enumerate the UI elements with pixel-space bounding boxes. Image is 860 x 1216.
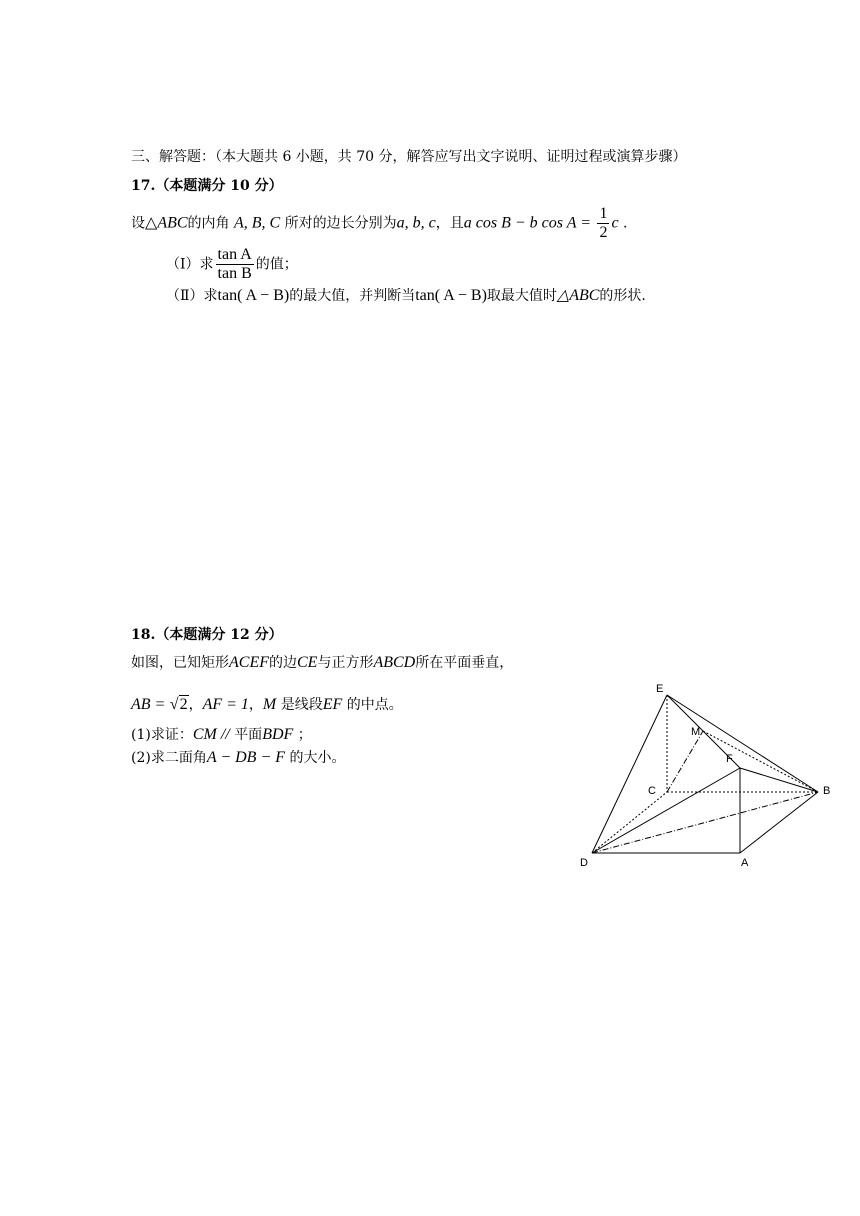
section-header: 三、解答题：（本大题共 6 小题，共 70 分，解答应写出文字说明、证明过程或演算步骤）	[131, 149, 687, 165]
q17-stem	[131, 205, 627, 242]
q18-p2-expr: A − DB − F	[206, 749, 286, 766]
q18-line2-d: 的中点。	[346, 697, 403, 713]
q17-part2-end: 的形状.	[599, 288, 646, 304]
q18-p2-label: (2)求二面角	[131, 750, 207, 766]
q18-sqrt: √2	[169, 696, 188, 713]
edge-DB	[592, 792, 818, 853]
q17-part2-mid2: 取最大值时	[486, 288, 557, 304]
edge-FB	[740, 768, 818, 792]
q18-line1-b: 的边	[269, 655, 297, 671]
edge-MB	[703, 731, 818, 792]
q18-abcd: ABCD	[373, 654, 416, 671]
q18-line1-c: 与正方形	[317, 655, 374, 671]
q17-frac-num: 1	[599, 205, 608, 222]
edge-DE	[592, 695, 667, 853]
q17-stem-mid2: 所对的边长分别为	[284, 215, 397, 232]
q17-frac-den: 2	[599, 224, 608, 241]
q17-c: c	[611, 214, 619, 232]
edge-EF	[667, 695, 740, 768]
q18-line2-a: ，	[188, 697, 203, 713]
q17-part1	[166, 246, 298, 283]
q18-line1-a: 如图，已知矩形	[131, 655, 229, 671]
q17-triangle-symbol: △	[145, 214, 158, 232]
q18-af: AF = 1	[202, 696, 249, 713]
q18-line2-b: ，	[248, 697, 263, 713]
label-F: F	[726, 753, 733, 765]
q18-ab: AB =	[131, 696, 166, 713]
q17-stem-end: .	[623, 215, 628, 232]
q18-m: M	[262, 696, 277, 713]
q18-ce: CE	[297, 654, 318, 671]
q18-p1-bdf: BDF	[262, 726, 294, 743]
q17-equation: a cos B − b cos A =	[463, 214, 591, 232]
edge-DF	[592, 768, 740, 853]
q17-part2-label: （Ⅱ）求	[166, 288, 218, 304]
q18-part2	[131, 748, 345, 768]
label-M: M	[691, 726, 701, 738]
label-B: B	[823, 785, 831, 797]
q18-p1-end: ；	[297, 727, 312, 743]
q17-title: 17.（本题满分 10 分）	[131, 178, 283, 194]
q18-p1-expr: CM //	[192, 726, 230, 743]
label-D: D	[580, 857, 588, 869]
q18-line2	[131, 695, 403, 715]
q17-part1-den: tan B	[217, 265, 252, 282]
q17-angles: A, B, C	[233, 214, 281, 232]
q17-stem-mid: 的内角	[187, 215, 230, 232]
edge-AB	[740, 792, 818, 853]
q17-part2	[166, 286, 646, 306]
q18-title: 18.（本题满分 12 分）	[131, 627, 283, 643]
q17-part1-num: tan A	[217, 246, 252, 263]
q17-stem-mid3: ，且	[435, 215, 464, 232]
q17-half-fraction	[597, 205, 609, 242]
q18-ef: EF	[322, 696, 343, 713]
q17-stem-prefix: 设	[131, 215, 145, 232]
q17-sides: a, b, c	[396, 214, 436, 232]
q18-line1-d: 所在平面垂直，	[415, 655, 514, 671]
label-C: C	[648, 785, 656, 797]
q18-p2-end: 的大小。	[289, 750, 346, 766]
q17-part1-label: （Ⅰ）求	[166, 256, 214, 273]
edge-DC	[592, 792, 667, 853]
q17-abc: ABC	[157, 214, 188, 232]
q18-part1	[131, 725, 312, 745]
edge-CM	[667, 731, 703, 792]
q18-line2-c: 是线段	[280, 697, 323, 713]
q17-part1-end: 的值；	[255, 256, 298, 273]
q17-part2-expr1: tan( A − B)	[217, 287, 290, 304]
q17-part2-triangle: △ABC	[556, 287, 600, 304]
label-A: A	[741, 857, 749, 869]
q18-sqrt-radicand: 2	[179, 696, 188, 713]
q17-part2-mid: 的最大值，并判断当	[289, 288, 416, 304]
edge-EB	[667, 695, 818, 792]
q18-acef: ACEF	[229, 654, 269, 671]
q17-part1-fraction	[216, 246, 254, 283]
q18-p1-mid: 平面	[234, 727, 263, 743]
q17-part2-expr2: tan( A − B)	[415, 287, 487, 304]
q18-line1	[131, 653, 513, 673]
q18-p1-label: (1)求证：	[131, 727, 193, 743]
label-E: E	[656, 683, 664, 695]
